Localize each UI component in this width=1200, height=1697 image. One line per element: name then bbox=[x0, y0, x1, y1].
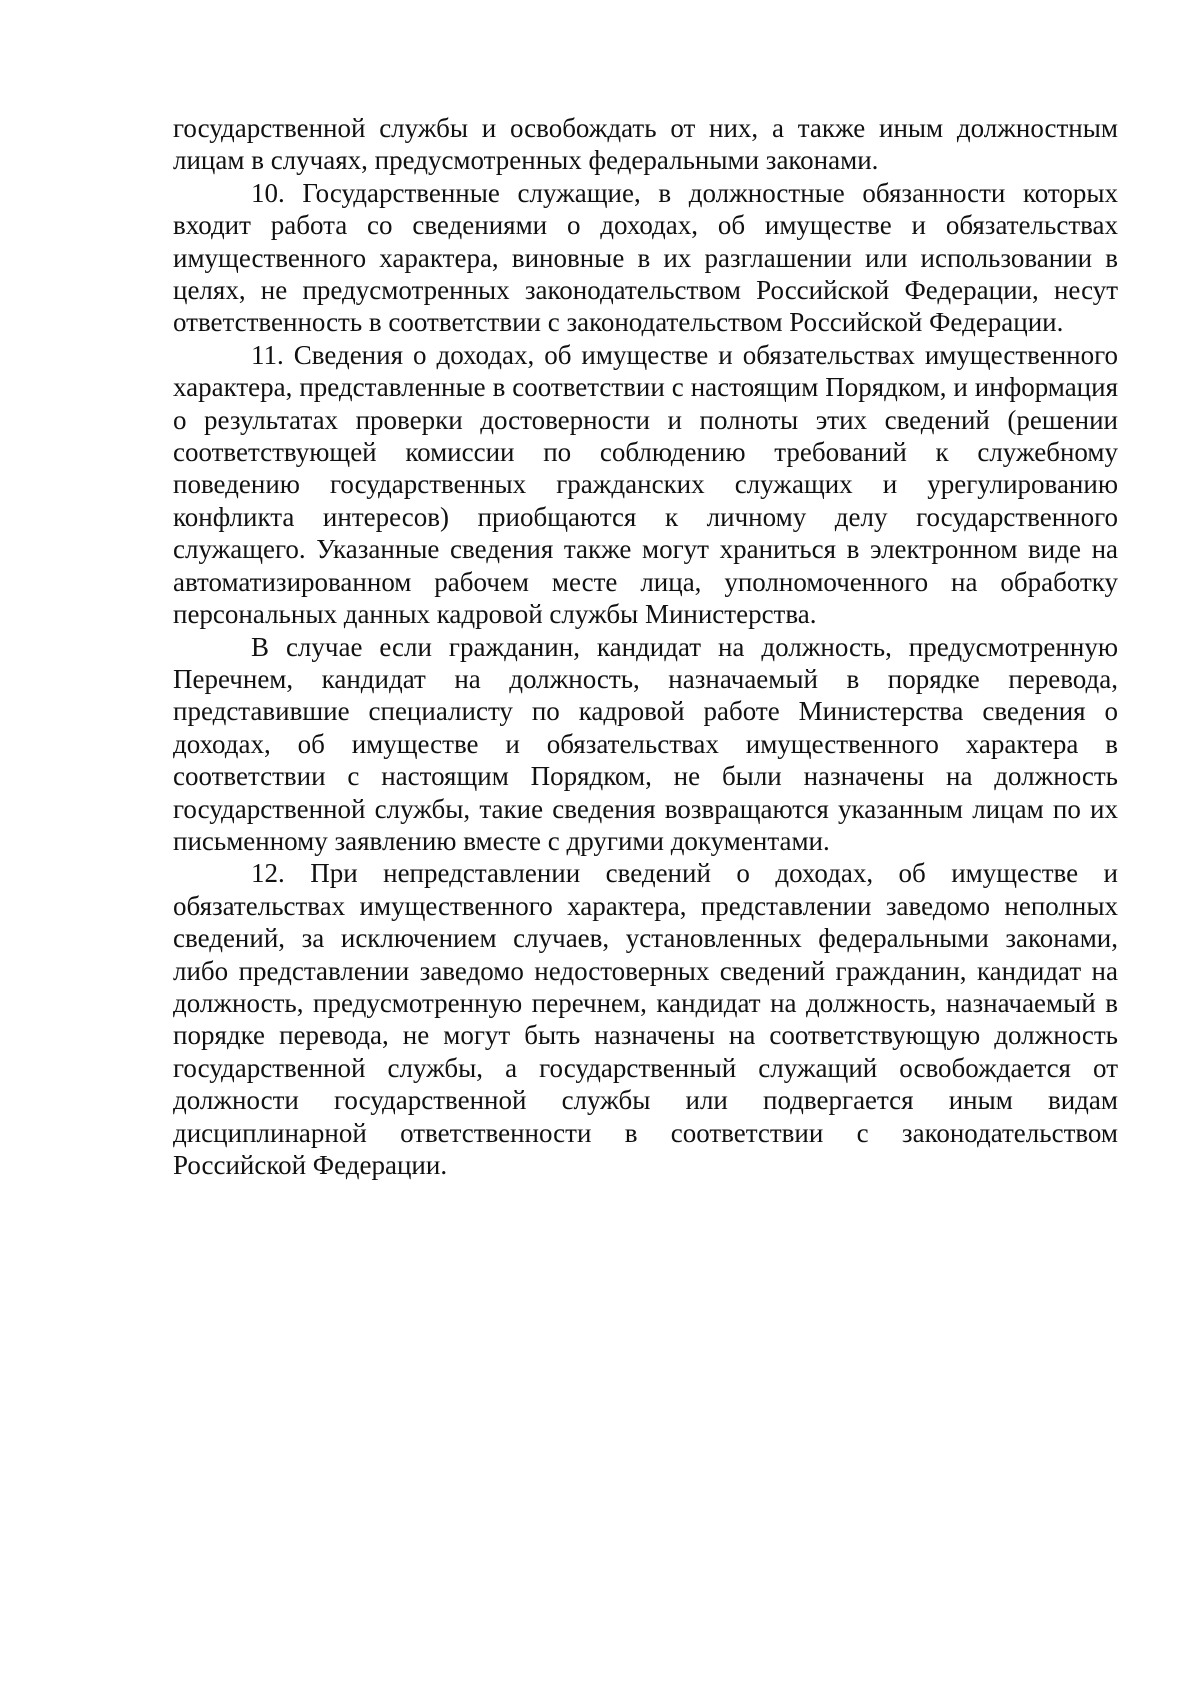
document-body bbox=[173, 112, 1118, 1181]
paragraph-continuation: государственной службы и освобождать от них, а также иным должностным лицам в случаях, предусмотренных федеральными законами. bbox=[173, 113, 1118, 176]
paragraph-item-11: 11. Сведения о доходах, об имуществе и обязательствах имущественного характера, представленные в соответствии с настоящим Порядком, и информация о результатах проверки достоверности и полноты этих сведений (решении соответствующей комиссии по соблюдению требований к служебному поведению государственных гражданских служащих и урегулированию конфликта интересов) приобщаются к личному делу государственного служащего. Указанные сведения также могут храниться в электронном виде на автоматизированном рабочем месте лица, уполномоченного на обработку персональных данных кадровой службы Министерства. bbox=[173, 339, 1118, 630]
paragraph-item-12: 12. При непредставлении сведений о доходах, об имуществе и обязательствах имущественного характера, представлении заведомо неполных сведений, за исключением случаев, установленных федеральными законами, либо представлении заведомо недостоверных сведений гражданин, кандидат на должность, предусмотренную перечнем, кандидат на должность, назначаемый в порядке перевода, не могут быть назначены на соответствующую должность государственной службы, а государственный служащий освобождается от должности государственной службы или подвергается иным видам дисциплинарной ответственности в соответствии с законодательством Российской Федерации. bbox=[173, 858, 1118, 1180]
paragraph-item-10: 10. Государственные служащие, в должностные обязанности которых входит работа со сведениями о доходах, об имуществе и обязательствах имущественного характера, виновные в их разглашении или использовании в целях, не предусмотренных законодательством Российской Федерации, несут ответственность в соответствии с законодательством Российской Федерации. bbox=[173, 177, 1118, 338]
paragraph-item-11-return: В случае если гражданин, кандидат на должность, предусмотренную Перечнем, кандидат на должность, назначаемый в порядке перевода, представившие специалисту по кадровой работе Министерства сведения о доходах, об имуществе и обязательствах имущественного характера в соответствии с настоящим Порядком, не были назначены на должность государственной службы, такие сведения возвращаются указанным лицам по их письменному заявлению вместе с другими документами. bbox=[173, 631, 1118, 856]
